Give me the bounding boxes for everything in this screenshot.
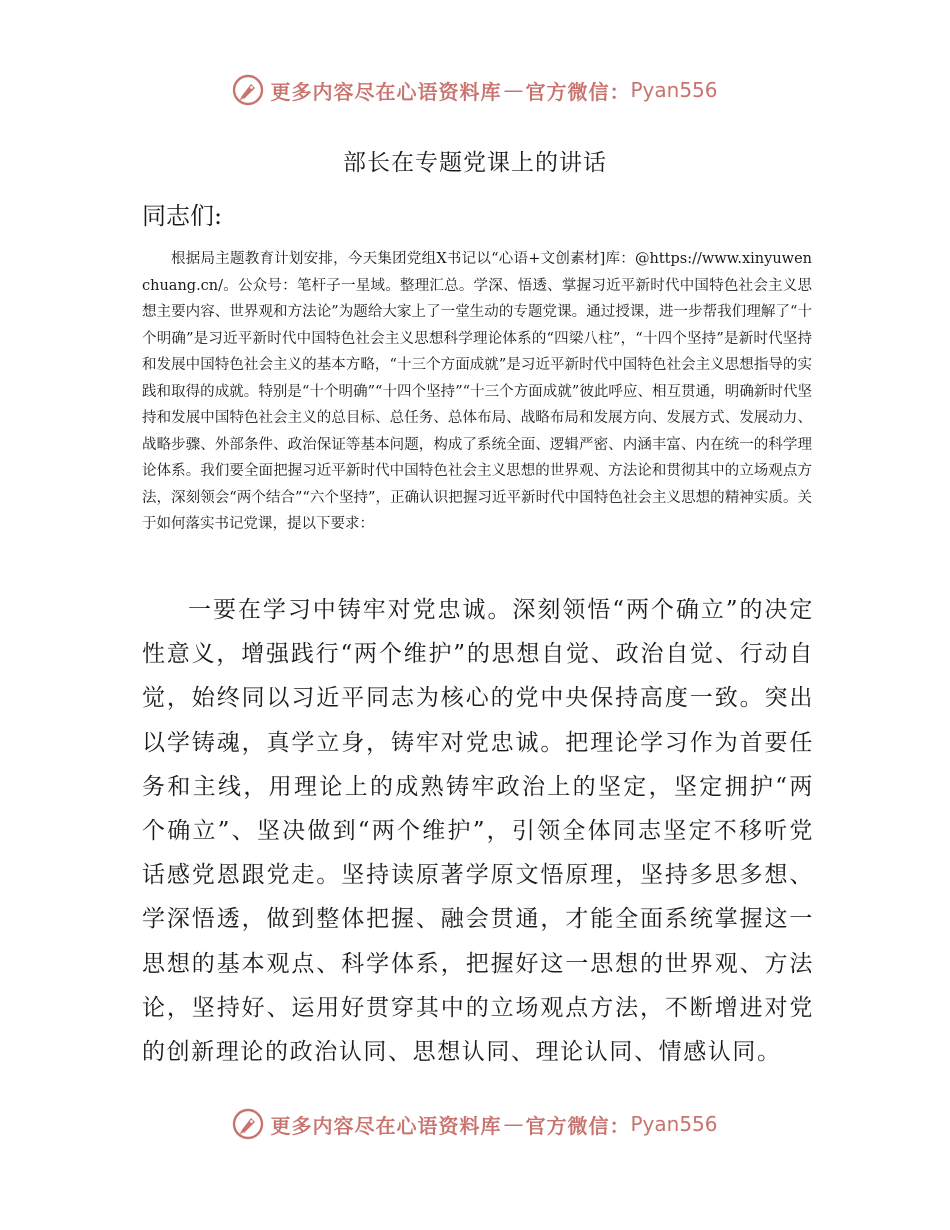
pen-nib-logo-icon [232,1108,264,1140]
banner-wechat-id: Pyan556 [630,1112,718,1136]
banner-dash: — [503,78,524,102]
banner-wechat-label: 官方微信： [525,1113,631,1138]
intro-paragraph: 根据局主题教育计划安排，今天集团党组X书记以“心语+文创素材]库：@https://www.xinyuwenchuang.cn/。公众号：笔杆子一星域。整理汇总。学深、悟透、掌握习近平新时代中国特色社会主义思想主要内容、世界观和方法论”为题给大家上了一堂生动的专题党课。通过授课，进一步帮我们理解了“十个明确”是习近平新时代中国特色社会主义思想科学理论体系的“四梁八柱”，“十四个坚持”是新时代坚持和发展中国特色社会主义的基本方略，“十三个方面成就”是习近平新时代中国特色社会主义思想指导的实践和取得的成就。特别是“十个明确”“十四个坚持”“十三个方面成就”彼此呼应、相互贯通，明确新时代坚持和发展中国特色社会主义的总目标、总任务、总体布局、战略布局和发展方向、发展方式、发展动力、战略步骤、外部条件、政治保证等基本问题，构成了系统全面、逻辑严密、内涵丰富、内在统一的科学理论体系。我们要全面把握习近平新时代中国特色社会主义思想的世界观、方法论和贯彻其中的立场观点方法，深刻领会“两个结合”“六个坚持”，正确认识把握习近平新时代中国特色社会主义思想的精神实质。关于如何落实书记党课，提以下要求： [142,251,812,532]
salutation: 同志们: [142,202,223,230]
footer-banner [0,1104,950,1144]
point-one-paragraph: 一要在学习中铸牢对党忠诚。深刻领悟“两个确立”的决定性意义，增强践行“两个维护”的思想自觉、政治自觉、行动自觉，始终同以习近平同志为核心的党中央保持高度一致。突出以学铸魂，真学立身，铸牢对党忠诚。把理论学习作为首要任务和主线，用理论上的成熟铸牢政治上的坚定，坚定拥护“两个确立”、坚决做到“两个维护”，引领全体同志坚定不移听党话感党恩跟党走。坚持读原著学原文悟原理，坚持多思多想、学深悟透，做到整体把握、融会贯通，才能全面系统掌握这一思想的基本观点、科学体系，把握好这一思想的世界观、方法论，坚持好、运用好贯穿其中的立场观点方法，不断增进对党的创新理论的政治认同、思想认同、理论认同、情感认同。 [142,597,814,1066]
header-banner [0,70,950,110]
banner-wechat-label: 官方微信： [525,79,631,104]
pen-nib-logo-icon [232,74,264,106]
banner-dash: — [503,1112,524,1136]
banner-brand-text: 更多内容尽在心语资料库 [270,79,502,104]
banner-wechat-id: Pyan556 [630,78,718,102]
banner-brand-text: 更多内容尽在心语资料库 [270,1113,502,1138]
document-title: 部长在专题党课上的讲话 [343,150,607,176]
